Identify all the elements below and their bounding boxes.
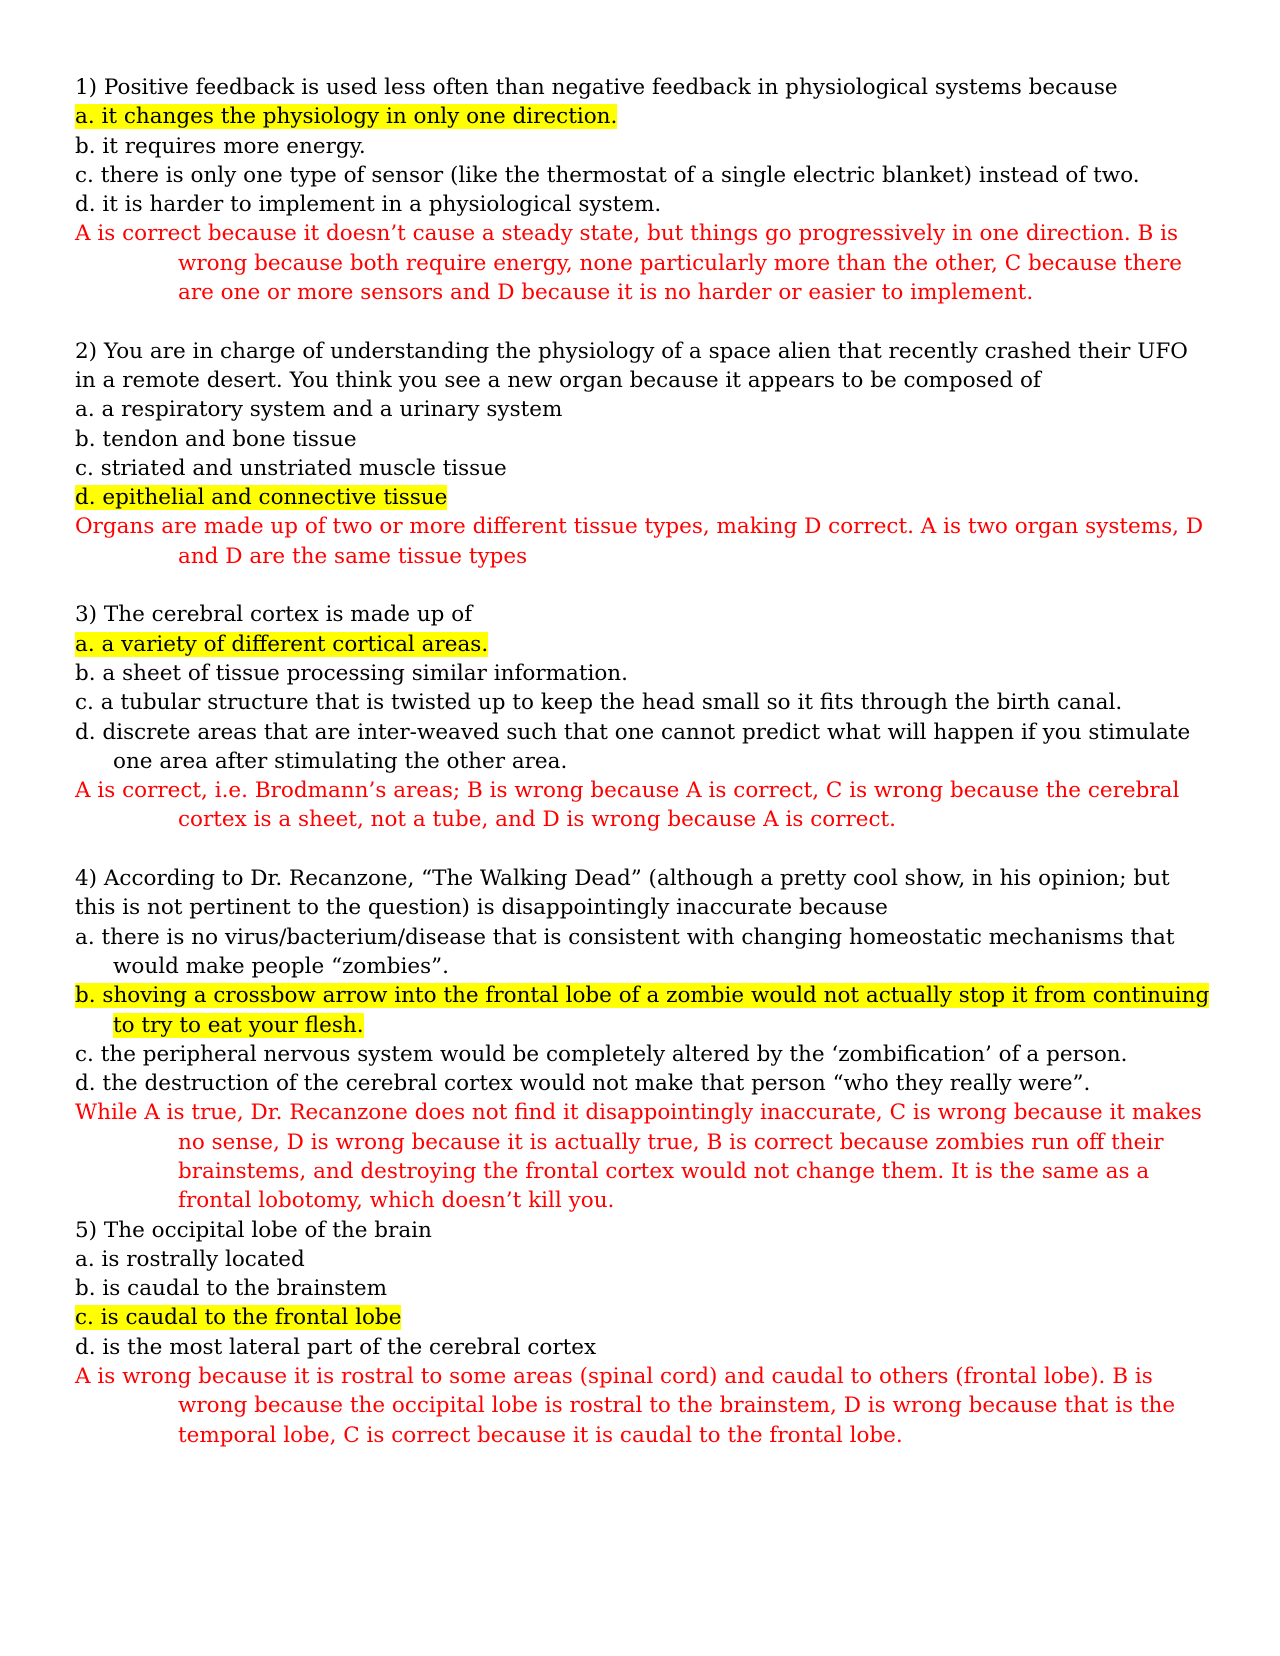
document-page xyxy=(75,73,1215,1450)
question-1 xyxy=(75,73,1215,307)
answer-explanation: A is correct, i.e. Brodmann’s areas; B is wrong because A is correct, C is wrong because the cerebral cortex is a sheet, not a tube, and D is wrong because A is correct. xyxy=(75,778,1180,833)
option-d xyxy=(75,190,1215,219)
option-b xyxy=(75,132,1215,161)
option-text: a. there is no virus/bacterium/disease that is consistent with changing homeostatic mechanisms that would make people “zombies”. xyxy=(75,924,1175,979)
option-a xyxy=(75,923,1215,982)
option-c xyxy=(75,161,1215,190)
option-text: c. the peripheral nervous system would be completely altered by the ‘zombification’ of a person. xyxy=(75,1041,1128,1067)
option-b xyxy=(75,425,1215,454)
option-text: a. a variety of different cortical areas. xyxy=(75,631,489,657)
answer-explanation: A is correct because it doesn’t cause a steady state, but things go progressively in one direction. B is wrong because both require energy, none particularly more than the other, C because there are one or more sensors and D because it is no harder or easier to implement. xyxy=(75,221,1183,306)
option-text: b. a sheet of tissue processing similar information. xyxy=(75,660,628,686)
option-b xyxy=(75,981,1215,1040)
option-a xyxy=(75,1245,1215,1274)
option-text: c. a tubular structure that is twisted up to keep the head small so it fits through the birth canal. xyxy=(75,690,1123,716)
option-text: c. there is only one type of sensor (like the thermostat of a single electric blanket) instead of two. xyxy=(75,162,1140,188)
answer-explanation: While A is true, Dr. Recanzone does not find it disappointingly inaccurate, C is wrong because it makes no sense, D is wrong because it is actually true, B is correct because zombies run off their brainstems, and destroying the frontal cortex would not change them. It is the same as a frontal lobotomy, which doesn’t kill you. xyxy=(75,1100,1202,1214)
question-stem: 4) According to Dr. Recanzone, “The Walking Dead” (although a pretty cool show, in his opinion; but this is not pertinent to the question) is disappointingly inaccurate because xyxy=(75,866,1170,921)
option-c xyxy=(75,1303,1215,1332)
option-text: a. it changes the physiology in only one direction. xyxy=(75,104,618,130)
option-b xyxy=(75,659,1215,688)
option-text: b. is caudal to the brainstem xyxy=(75,1276,388,1302)
answer-explanation: Organs are made up of two or more different tissue types, making D correct. A is two organ systems, D and D are the same tissue types xyxy=(75,514,1204,569)
question-stem: 3) The cerebral cortex is made up of xyxy=(75,602,473,628)
question-stem: 1) Positive feedback is used less often than negative feedback in physiological systems because xyxy=(75,75,1118,100)
option-d xyxy=(75,1333,1215,1362)
option-c xyxy=(75,454,1215,483)
question-stem: 5) The occipital lobe of the brain xyxy=(75,1217,432,1243)
option-a xyxy=(75,102,1215,131)
question-5 xyxy=(75,1216,1215,1450)
option-text: b. tendon and bone tissue xyxy=(75,426,357,452)
answer-explanation: A is wrong because it is rostral to some areas (spinal cord) and caudal to others (frontal lobe). B is wrong because the occipital lobe is rostral to the brainstem, D is wrong because that is the temporal lobe, C is correct because it is caudal to the frontal lobe. xyxy=(75,1364,1176,1448)
option-text: b. shoving a crossbow arrow into the frontal lobe of a zombie would not actually stop it from continuing to try to eat your flesh. xyxy=(75,983,1210,1038)
option-text: b. it requires more energy. xyxy=(75,133,366,159)
option-a xyxy=(75,395,1215,424)
question-2 xyxy=(75,337,1215,571)
question-stem: 2) You are in charge of understanding the physiology of a space alien that recently crashed their UFO in a remote desert. You think you see a new organ because it appears to be composed of xyxy=(75,338,1188,393)
question-4 xyxy=(75,864,1215,1216)
option-d xyxy=(75,483,1215,512)
option-text: d. the destruction of the cerebral cortex would not make that person “who they really were”. xyxy=(75,1071,1091,1097)
option-text: d. it is harder to implement in a physiological system. xyxy=(75,192,662,218)
option-text: a. a respiratory system and a urinary system xyxy=(75,397,563,423)
option-c xyxy=(75,688,1215,717)
option-text: c. is caudal to the frontal lobe xyxy=(75,1305,402,1331)
option-text: a. is rostrally located xyxy=(75,1246,305,1272)
option-c xyxy=(75,1040,1215,1069)
option-text: d. discrete areas that are inter-weaved such that one cannot predict what will happen if you stimulate one area after stimulating the other area. xyxy=(75,719,1191,774)
option-text: d. epithelial and connective tissue xyxy=(75,485,448,511)
option-d xyxy=(75,718,1215,777)
option-text: c. striated and unstriated muscle tissue xyxy=(75,455,507,481)
option-a xyxy=(75,630,1215,659)
option-text: d. is the most lateral part of the cerebral cortex xyxy=(75,1334,597,1360)
option-b xyxy=(75,1274,1215,1303)
option-d xyxy=(75,1069,1215,1098)
question-3 xyxy=(75,600,1215,834)
